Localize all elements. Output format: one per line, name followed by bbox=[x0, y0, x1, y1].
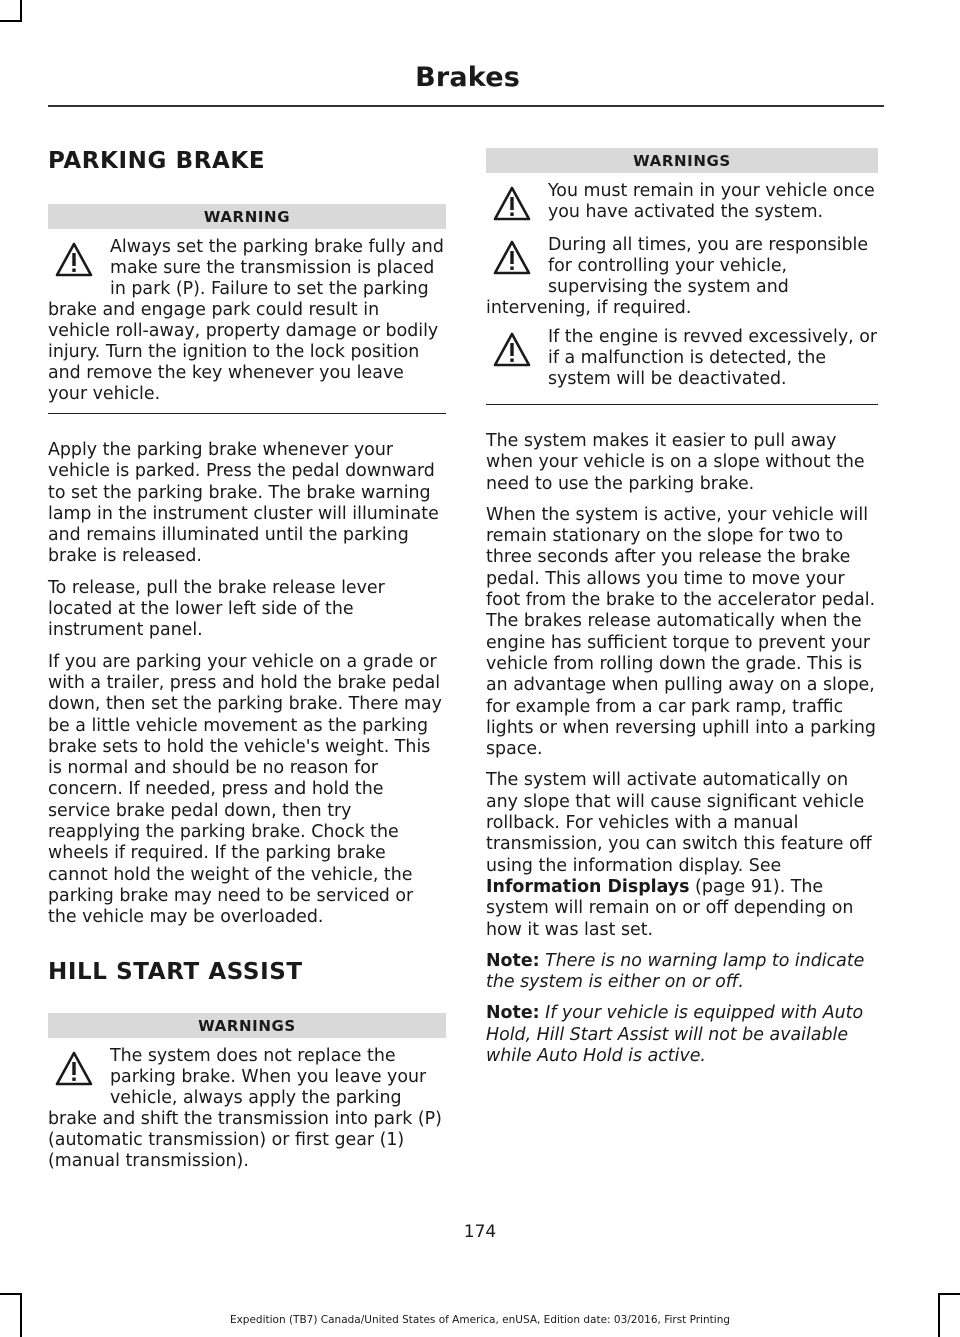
crop-mark bbox=[20, 0, 22, 22]
hill-start-assist-heading: HILL START ASSIST bbox=[48, 958, 303, 985]
note-label: Note: bbox=[486, 950, 540, 971]
paragraph: Apply the parking brake whenever your vehicle is parked. Press the pedal downward to set the parking brake. The brake warning lamp in the instrument cluster will illuminate and remains illuminated until the parking brake is released. bbox=[48, 440, 439, 567]
crop-mark bbox=[938, 1293, 960, 1295]
warning-divider bbox=[48, 413, 446, 414]
warning-bar: WARNING bbox=[48, 204, 446, 229]
edition-line: Expedition (TB7) Canada/United States of America, enUSA, Edition date: 03/2016, First Printing bbox=[229, 1314, 731, 1326]
paragraph: To release, pull the brake release lever located at the lower left side of the instrument panel. bbox=[48, 577, 385, 641]
information-displays-link[interactable]: Information Displays bbox=[486, 876, 690, 897]
header-rule bbox=[48, 105, 884, 107]
warnings-bar: WARNINGS bbox=[48, 1013, 446, 1038]
note-text: If your vehicle is equipped with Auto Hold, Hill Start Assist will not be available while Auto Hold is active. bbox=[486, 1003, 864, 1067]
paragraph: When the system is active, your vehicle will remain stationary on the slope for two to three seconds after you release the brake pedal. This allows you time to move your foot from the brake to the accelerator pedal. The brakes release automatically when the engine has sufficient torque to prevent your vehicle from rolling down the grade. This is an advantage when pulling away on a slope, for example from a car park ramp, traffic lights or when reversing uphill into a parking space. bbox=[486, 504, 876, 760]
note-text: There is no warning lamp to indicate the system is either on or off. bbox=[486, 950, 865, 993]
warning-text: The system does not replace the parking brake. When you leave your vehicle, always apply the parking brake and shift the transmission into park (P) (automatic transmission) or first gear (1) (manual transmission). bbox=[48, 1045, 442, 1171]
warning-triangle-icon bbox=[492, 239, 538, 281]
crop-mark bbox=[0, 20, 22, 22]
left-column bbox=[48, 142, 446, 1172]
warning-text: During all times, you are responsible for controlling your vehicle, supervising the system and intervening, if required. bbox=[486, 235, 869, 318]
note bbox=[486, 951, 878, 994]
page-number: 174 bbox=[463, 1222, 497, 1242]
parking-brake-heading: PARKING BRAKE bbox=[48, 148, 266, 174]
warning-text: Always set the parking brake fully and make sure the transmission is placed in park (P). Failure to set the parking brake and engage park could result in vehicle roll-away, property damage or bodily injury. Turn the ignition to the lock position and remove the key whenever you leave your vehicle. bbox=[48, 237, 444, 404]
note bbox=[486, 1003, 878, 1067]
warning-divider bbox=[486, 404, 878, 405]
warning-item bbox=[486, 319, 878, 390]
paragraph-text: The system will activate automatically on any slope that will cause significant vehicle rollback. For vehicles with a manual transmission, you can switch this feature off using the information display. See bbox=[486, 770, 872, 876]
paragraph: The system makes it easier to pull away when your vehicle is on a slope without the need to use the parking brake. bbox=[486, 431, 865, 494]
warning-item bbox=[486, 227, 878, 319]
warning-triangle-icon bbox=[54, 241, 100, 283]
warnings-bar: WARNINGS bbox=[486, 148, 878, 173]
page-section-title: Brakes bbox=[415, 62, 520, 93]
paragraph-text: The system will remain on or off depending on how it was last set. bbox=[486, 876, 854, 940]
warning-item bbox=[48, 1038, 446, 1172]
warning-triangle-icon bbox=[492, 331, 538, 373]
warning-triangle-icon bbox=[54, 1050, 100, 1092]
right-column bbox=[486, 148, 878, 1067]
warning-text: You must remain in your vehicle once you have activated the system. bbox=[548, 181, 875, 222]
paragraph bbox=[486, 770, 878, 940]
warning-triangle-icon bbox=[492, 185, 538, 227]
warning-item bbox=[48, 229, 446, 405]
paragraph: If you are parking your vehicle on a grade or with a trailer, press and hold the brake pedal down, then set the parking brake. There may be a little vehicle movement as the parking brake sets to hold the vehicle's weight. This is normal and should be no reason for concern. If needed, press and hold the service brake pedal down, then try reapplying the parking brake. Chock the wheels if required. If the parking brake cannot hold the weight of the vehicle, the parking brake may need to be serviced or the vehicle may be overloaded. bbox=[48, 651, 442, 928]
crop-mark bbox=[0, 1293, 22, 1295]
warning-text: If the engine is revved excessively, or if a malfunction is detected, the system will be deactivated. bbox=[548, 327, 877, 389]
note-label: Note: bbox=[486, 1003, 540, 1024]
page-reference: (page 91). bbox=[695, 876, 786, 897]
warning-item bbox=[486, 173, 878, 227]
